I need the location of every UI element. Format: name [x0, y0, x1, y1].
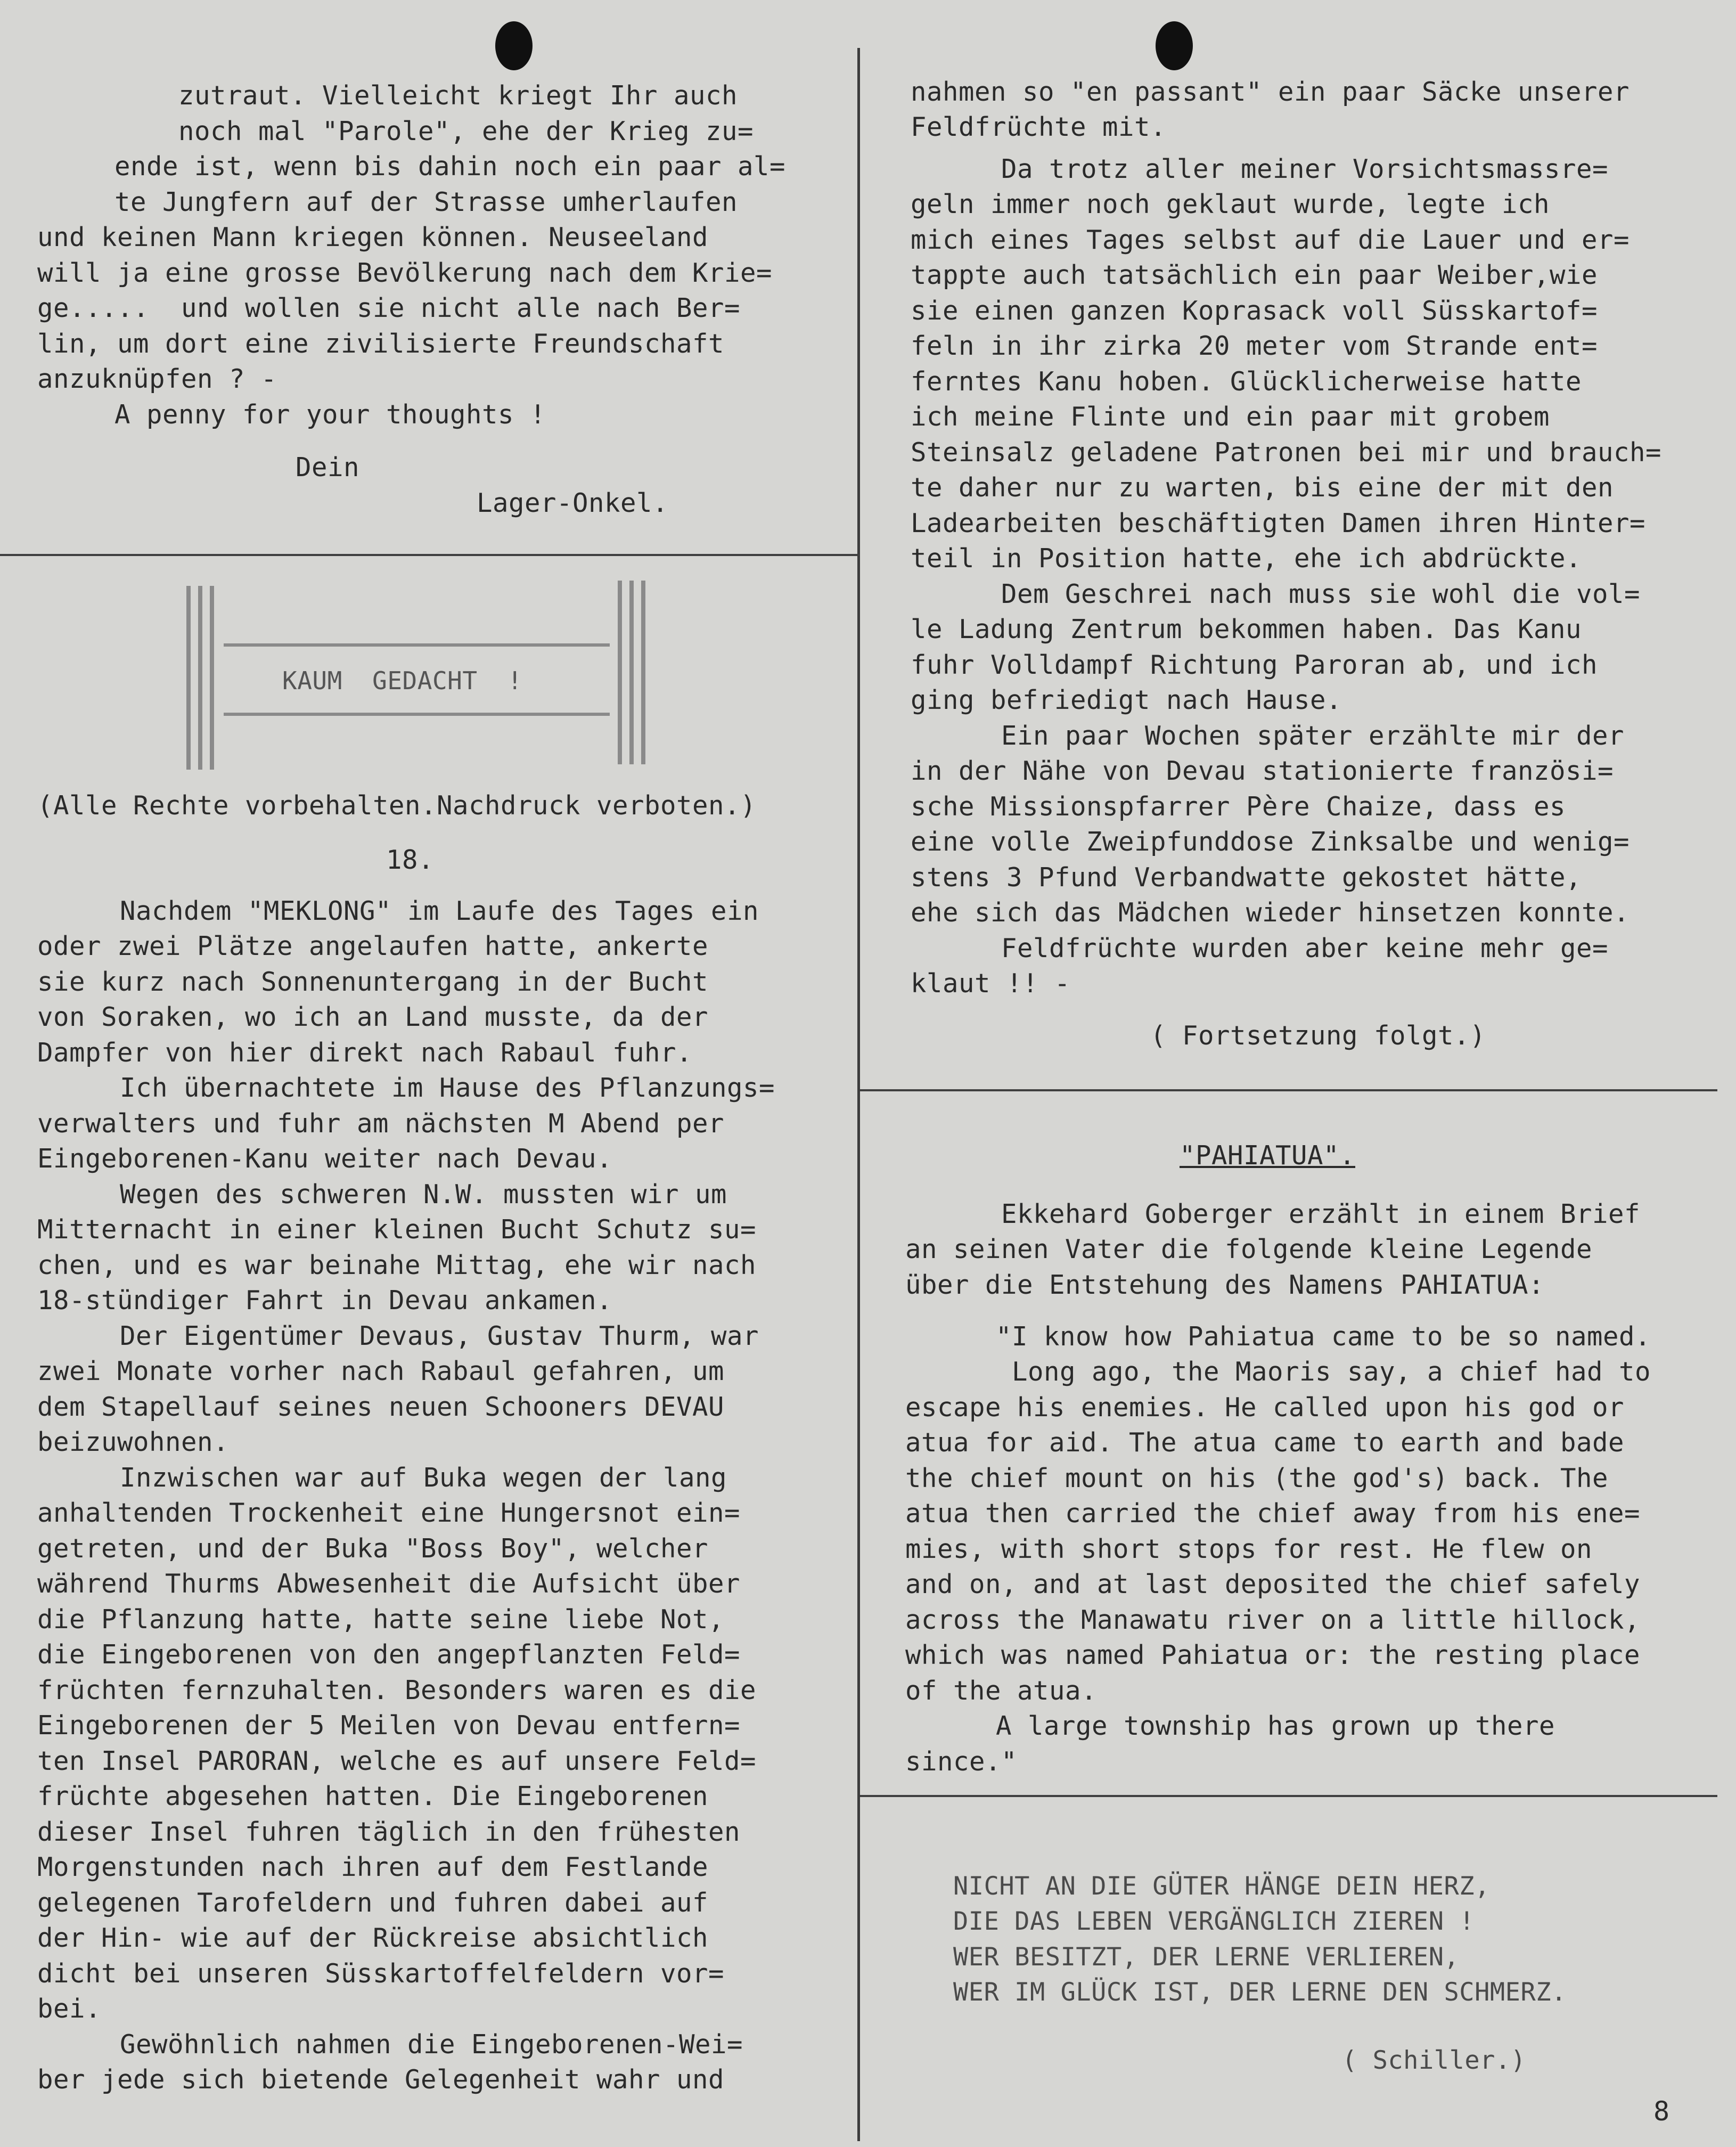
text-line: ferntes Kanu hoben. Glücklicherweise hatte	[911, 366, 1582, 397]
text-line: Lager-Onkel.	[477, 488, 669, 518]
text-line: getreten, und der Buka "Boss Boy", welcher	[37, 1533, 709, 1564]
text-line: A large township has grown up there	[996, 1711, 1555, 1741]
text-line: Wegen des schweren N.W. mussten wir um	[120, 1179, 727, 1210]
section-rule-right-2	[860, 1795, 1717, 1797]
text-line: nahmen so "en passant" ein paar Säcke unserer	[911, 77, 1630, 107]
text-line: bei.	[37, 1994, 102, 2024]
text-line: zwei Monate vorher nach Rabaul gefahren, um	[37, 1356, 725, 1386]
kaum-gedacht-banner	[176, 575, 655, 778]
banner-bar	[629, 581, 634, 764]
text-line: sie kurz nach Sonnenuntergang in der Bucht	[37, 967, 709, 997]
banner-rule-bottom	[224, 713, 610, 716]
quote-line: DIE DAS LEBEN VERGÄNGLICH ZIEREN !	[953, 1907, 1475, 1936]
text-line: and on, and at last deposited the chief safely	[905, 1569, 1641, 1599]
text-line: Eingeborenen der 5 Meilen von Devau entfern=	[37, 1710, 741, 1741]
text-line: die Eingeborenen von den angepflanzten Feld=	[37, 1639, 741, 1670]
text-line: Eingeborenen-Kanu weiter nach Devau.	[37, 1144, 613, 1174]
banner-bar	[186, 586, 191, 770]
text-line: (Alle Rechte vorbehalten.Nachdruck verboten.)	[37, 790, 757, 821]
text-line: Gewöhnlich nahmen die Eingeborenen-Wei=	[120, 2029, 743, 2060]
text-line: atua then carried the chief away from his ene=	[905, 1498, 1641, 1529]
text-line: "I know how Pahiatua came to be so named.	[996, 1321, 1651, 1352]
text-line: dicht bei unseren Süsskartoffelfeldern vor=	[37, 1958, 725, 1989]
text-line: Feldfrüchte mit.	[911, 112, 1167, 142]
text-line: fuhr Volldampf Richtung Paroran ab, und ich	[911, 650, 1598, 680]
text-line: 18-stündiger Fahrt in Devau ankamen.	[37, 1285, 613, 1316]
banner-bar	[641, 581, 645, 764]
text-line: und keinen Mann kriegen können. Neuseeland	[37, 222, 709, 252]
page-number: 8	[1653, 2096, 1670, 2127]
text-line: während Thurms Abwesenheit die Aufsicht über	[37, 1569, 741, 1599]
text-line: geln immer noch geklaut wurde, legte ich	[911, 189, 1550, 219]
punch-hole-left	[495, 21, 533, 70]
text-line: anzuknüpfen ? -	[37, 364, 277, 394]
text-line: Mitternacht in einer kleinen Bucht Schutz su=	[37, 1214, 757, 1245]
pahiatua-heading: "PAHIATUA".	[1180, 1140, 1356, 1171]
text-line: Steinsalz geladene Patronen bei mir und brauch=	[911, 437, 1662, 468]
text-line: Ladearbeiten beschäftigten Damen ihren Hinter=	[911, 508, 1646, 538]
text-line: te daher nur zu warten, bis eine der mit den	[911, 472, 1614, 503]
text-line: Ekkehard Goberger erzählt in einem Brief	[1001, 1199, 1641, 1229]
quote-line: ( Schiller.)	[1342, 2046, 1526, 2075]
text-line: gelegenen Tarofeldern und fuhren dabei auf	[37, 1888, 709, 1918]
text-line: chen, und es war beinahe Mittag, ehe wir nach	[37, 1250, 757, 1280]
text-line: ging befriedigt nach Hause.	[911, 685, 1342, 715]
text-line: sche Missionspfarrer Père Chaize, dass es	[911, 791, 1566, 822]
text-line: A penny for your thoughts !	[114, 399, 546, 430]
text-line: dem Stapellauf seines neuen Schooners DEVAU	[37, 1392, 725, 1422]
text-line: ehe sich das Mädchen wieder hinsetzen konnte.	[911, 897, 1630, 928]
section-rule-right-1	[860, 1089, 1717, 1091]
text-line: oder zwei Plätze angelaufen hatte, ankerte	[37, 931, 709, 961]
column-divider	[857, 48, 860, 2141]
text-line: an seinen Vater die folgende kleine Legende	[905, 1234, 1593, 1264]
text-line: Dampfer von hier direkt nach Rabaul fuhr.	[37, 1038, 693, 1068]
text-line: which was named Pahiatua or: the resting place	[905, 1640, 1641, 1670]
quote-line: WER BESITZT, DER LERNE VERLIEREN,	[953, 1942, 1460, 1972]
text-line: le Ladung Zentrum bekommen haben. Das Kanu	[911, 614, 1582, 644]
banner-bar	[618, 581, 622, 764]
text-line: Inzwischen war auf Buka wegen der lang	[120, 1463, 727, 1493]
text-line: Feldfrüchte wurden aber keine mehr ge=	[1001, 933, 1609, 964]
text-line: eine volle Zweipfunddose Zinksalbe und wenig=	[911, 827, 1630, 857]
text-line: Der Eigentümer Devaus, Gustav Thurm, war	[120, 1321, 759, 1351]
text-line: tappte auch tatsächlich ein paar Weiber,wie	[911, 260, 1598, 290]
punch-hole-right	[1156, 21, 1193, 70]
text-line: ( Fortsetzung folgt.)	[1150, 1021, 1486, 1051]
text-line: in der Nähe von Devau stationierte französi=	[911, 756, 1614, 786]
text-line: teil in Position hatte, ehe ich abdrückte.	[911, 543, 1582, 574]
text-line: beizuwohnen.	[37, 1427, 230, 1457]
text-line: the chief mount on his (the god's) back. The	[905, 1463, 1609, 1493]
text-line: Ein paar Wochen später erzählte mir der	[1001, 721, 1625, 751]
text-line: of the atua.	[905, 1676, 1098, 1706]
text-line: sie einen ganzen Koprasack voll Süsskartof=	[911, 296, 1598, 326]
text-line: von Soraken, wo ich an Land musste, da der	[37, 1002, 709, 1032]
text-line: Nachdem "MEKLONG" im Laufe des Tages ein	[120, 896, 759, 926]
text-line: ber jede sich bietende Gelegenheit wahr und	[37, 2064, 725, 2095]
banner-title: KAUM GEDACHT !	[282, 666, 523, 695]
text-line: noch mal "Parole", ehe der Krieg zu=	[178, 116, 754, 146]
quote-line: NICHT AN DIE GÜTER HÄNGE DEIN HERZ,	[953, 1872, 1490, 1901]
text-line: stens 3 Pfund Verbandwatte gekostet hätte,	[911, 862, 1582, 893]
banner-rule-top	[224, 643, 610, 647]
text-line: Long ago, the Maoris say, a chief had to	[1012, 1357, 1651, 1387]
text-line: will ja eine grosse Bevölkerung nach dem Krie=	[37, 258, 773, 288]
text-line: dieser Insel fuhren täglich in den frühesten	[37, 1817, 741, 1847]
text-line: zutraut. Vielleicht kriegt Ihr auch	[178, 80, 738, 111]
text-line: klaut !! -	[911, 968, 1071, 999]
text-line: escape his enemies. He called upon his god or	[905, 1392, 1625, 1423]
text-line: te Jungfern auf der Strasse umherlaufen	[114, 187, 738, 217]
text-line: ich meine Flinte und ein paar mit grobem	[911, 402, 1550, 432]
text-line: 18.	[386, 845, 435, 875]
text-line: Morgenstunden nach ihren auf dem Festlande	[37, 1852, 709, 1882]
text-line: feln in ihr zirka 20 meter vom Strande ent=	[911, 331, 1598, 361]
text-line: since."	[905, 1746, 1018, 1777]
quote-line: WER IM GLÜCK IST, DER LERNE DEN SCHMERZ.	[953, 1978, 1567, 2007]
text-line: Dein	[296, 452, 360, 483]
text-line: über die Entstehung des Namens PAHIATUA:	[905, 1270, 1545, 1300]
text-line: across the Manawatu river on a little hillock,	[905, 1605, 1641, 1635]
text-line: mies, with short stops for rest. He flew on	[905, 1534, 1593, 1564]
section-rule-left	[0, 554, 860, 556]
text-line: Ich übernachtete im Hause des Pflanzungs=	[120, 1073, 775, 1103]
text-line: früchte abgesehen hatten. Die Eingeborenen	[37, 1781, 709, 1811]
text-line: Dem Geschrei nach muss sie wohl die vol=	[1001, 579, 1641, 609]
banner-bar	[198, 586, 202, 770]
text-line: atua for aid. The atua came to earth and bade	[905, 1427, 1625, 1458]
text-line: Da trotz aller meiner Vorsichtsmassre=	[1001, 154, 1609, 184]
text-line: lin, um dort eine zivilisierte Freundschaft	[37, 329, 725, 359]
text-line: anhaltenden Trockenheit eine Hungersnot ein=	[37, 1498, 741, 1528]
text-line: verwalters und fuhr am nächsten M Abend per	[37, 1108, 725, 1139]
text-line: der Hin- wie auf der Rückreise absichtlich	[37, 1923, 709, 1953]
text-line: ten Insel PARORAN, welche es auf unsere Feld=	[37, 1746, 757, 1776]
text-line: ende ist, wenn bis dahin noch ein paar al=	[114, 151, 786, 182]
text-line: ge..... und wollen sie nicht alle nach Ber=	[37, 293, 741, 323]
text-line: früchten fernzuhalten. Besonders waren es die	[37, 1675, 757, 1705]
banner-bar	[210, 586, 214, 770]
text-line: mich eines Tages selbst auf die Lauer und er=	[911, 225, 1630, 255]
text-line: die Pflanzung hatte, hatte seine liebe Not,	[37, 1604, 725, 1635]
